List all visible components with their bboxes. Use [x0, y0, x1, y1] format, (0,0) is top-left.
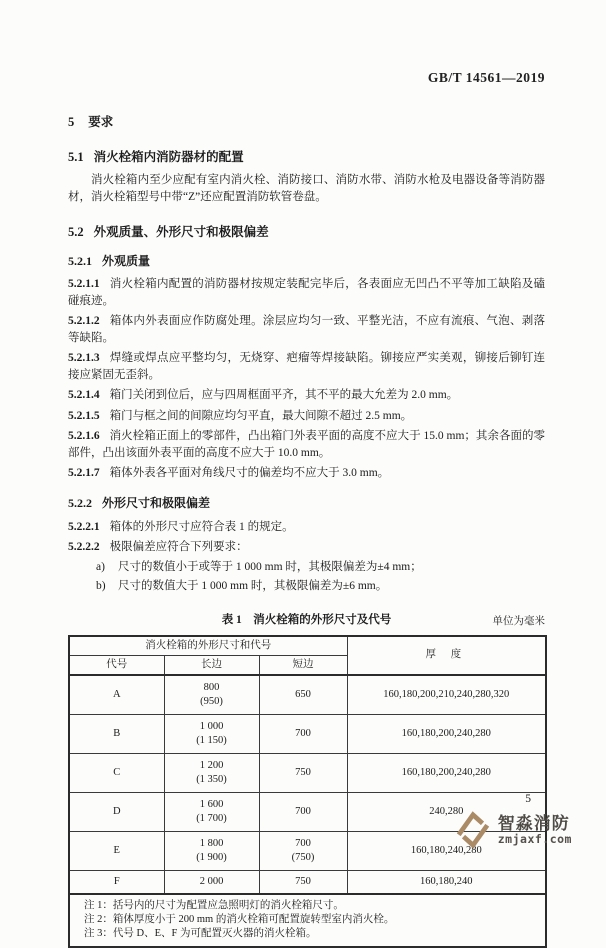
- clause-5-2-2-1: [68, 519, 545, 536]
- long-side-cell: 2 000: [164, 870, 259, 894]
- value-paren: (1 900): [196, 851, 227, 863]
- value-paren: (1 700): [196, 812, 227, 824]
- section-5-2-2-heading: [68, 494, 545, 511]
- code-cell: B: [69, 714, 164, 753]
- watermark-logo: [454, 811, 572, 849]
- short-side-cell: 650: [259, 675, 347, 715]
- table-caption: 表 1 消火栓箱的外形尺寸及代号: [221, 613, 392, 626]
- value: 1 200: [199, 759, 224, 771]
- value-paren: (950): [200, 695, 223, 707]
- document-code: GB/T 14561—2019: [427, 70, 545, 85]
- clause-5-2-1-4: [68, 387, 545, 404]
- value-paren: (750): [291, 851, 315, 863]
- paragraph-5-1: 消火栓箱内至少应配有室内消火栓、消防接口、消防水带、消防水枪及电器设备等消防器材，消火栓箱型号中带“Z”还应配置消防软管卷盘。: [68, 174, 545, 203]
- clause-number: 5.2.1.4: [68, 389, 100, 401]
- table-unit-note: 单位为毫米: [492, 615, 545, 627]
- table-notes-row: [69, 894, 546, 947]
- value: 700: [295, 837, 311, 849]
- watermark-text: [498, 815, 572, 845]
- value: 1 600: [199, 798, 224, 810]
- long-side-cell: [164, 753, 259, 792]
- group-header-cell: 消火栓箱的外形尺寸和代号: [69, 636, 347, 656]
- code-cell: E: [69, 831, 164, 870]
- clause-text: 箱体外表各平面对角线尺寸的偏差均不应大于 3.0 mm。: [109, 467, 390, 479]
- short-side-cell: [259, 831, 347, 870]
- list-text: 尺寸的数值小于或等于 1 000 mm 时，其极限偏差为±4 mm；: [118, 560, 422, 573]
- clause-text: 消火栓箱内配置的消防器材按规定装配完毕后，各表面应无凹凸不平等加工缺陷及磕碰痕迹。: [68, 278, 545, 307]
- section-5-heading: [68, 112, 545, 130]
- code-cell: D: [69, 792, 164, 831]
- long-side-cell: [164, 675, 259, 715]
- clause-text: 焊缝或焊点应平整均匀，无烧穿、疤瘤等焊接缺陷。铆接应严实美观，铆接后铆钉连接应紧固无歪斜。: [68, 352, 545, 381]
- clause-5-2-1-1: [68, 276, 545, 309]
- long-side-cell: [164, 831, 259, 870]
- clause-number: 5.2.1.3: [68, 352, 100, 364]
- clause-number: 5.2.1.1: [68, 278, 100, 290]
- code-cell: A: [69, 675, 164, 715]
- section-title: 要求: [88, 115, 114, 129]
- table-caption-row: [68, 611, 545, 629]
- table-row: [69, 675, 546, 715]
- diamond-z-logo-icon: [454, 811, 492, 849]
- clause-number: 5.2.1.6: [68, 430, 100, 442]
- clause-5-2-1-6: [68, 428, 545, 461]
- list-item-b: [68, 578, 545, 595]
- section-title: 外观质量: [102, 254, 151, 268]
- long-side-header-cell: 长边: [164, 655, 259, 675]
- company-name: 智淼消防: [497, 814, 570, 834]
- thickness-cell: 160,180,200,240,280: [347, 714, 546, 753]
- list-marker: b): [96, 580, 106, 592]
- short-side-cell: 750: [259, 753, 347, 792]
- table-row: [69, 753, 546, 792]
- thickness-cell: 160,180,240: [347, 870, 546, 894]
- section-title: 外形尺寸和极限偏差: [102, 495, 211, 510]
- clause-text: 箱体的外形尺寸应符合表 1 的规定。: [109, 520, 294, 533]
- long-side-cell: [164, 714, 259, 753]
- section-number: 5.2: [68, 225, 84, 239]
- clause-5-2-1-3: [68, 350, 545, 383]
- short-side-cell: 750: [259, 870, 347, 894]
- list-text: 尺寸的数值大于 1 000 mm 时，其极限偏差为±6 mm。: [118, 580, 388, 592]
- clause-5-2-2-2: [68, 539, 545, 556]
- thickness-cell: 160,180,200,240,280: [347, 753, 546, 792]
- section-number: 5.2.2: [68, 495, 92, 510]
- section-number: 5.2.1: [68, 254, 92, 268]
- section-number: 5.1: [68, 150, 84, 164]
- code-cell: F: [69, 870, 164, 894]
- table-1-dimensions: [68, 635, 547, 948]
- short-side-cell: 700: [259, 792, 347, 831]
- note-2: 注 2：箱体厚度小于 200 mm 的消火栓箱可配置旋转型室内消火栓。: [84, 913, 395, 925]
- thickness-cell: 160,180,200,210,240,280,320: [347, 675, 546, 715]
- table-row: [69, 714, 546, 753]
- section-5-2-1-heading: [68, 252, 545, 269]
- clause-text: 极限偏差应符合下列要求：: [109, 541, 248, 553]
- page-number: 5: [525, 793, 531, 805]
- table-header-group-row: [69, 636, 546, 656]
- long-side-cell: [164, 792, 259, 831]
- clause-number: 5.2.1.2: [68, 315, 100, 327]
- company-website: zmjaxf.com: [497, 831, 572, 846]
- short-side-header-cell: 短边: [259, 655, 347, 675]
- list-item-a: [68, 559, 545, 576]
- short-side-cell: 700: [259, 714, 347, 753]
- table-row: [69, 870, 546, 894]
- clause-text: 箱门关闭到位后，应与四周框面平齐，其不平的最大允差为 2.0 mm。: [109, 389, 459, 401]
- clause-5-2-1-5: [68, 408, 545, 425]
- list-marker: a): [96, 560, 105, 573]
- clause-text: 箱门与框之间的间隙应均匀平直，最大间隙不超过 2.5 mm。: [109, 409, 413, 422]
- section-5-2-heading: [68, 222, 545, 240]
- clause-number: 5.2.2.1: [68, 520, 100, 533]
- note-3: 注 3：代号 D、E、F 为可配置灭火器的消火栓箱。: [84, 927, 317, 939]
- table-notes: [69, 894, 546, 947]
- value: 1 800: [199, 837, 224, 849]
- value-paren: (1 150): [196, 734, 227, 746]
- note-1: 注 1：括号内的尺寸为配置应急照明灯的消火栓箱尺寸。: [84, 899, 344, 911]
- thickness-cell: 240,280: [347, 792, 546, 831]
- thickness-header-cell: 厚 度: [347, 636, 546, 675]
- value: 1 000: [199, 720, 224, 732]
- section-5-1-heading: [68, 147, 545, 165]
- clause-5-2-1-7: [68, 465, 545, 482]
- clause-5-2-1-2: [68, 313, 545, 346]
- code-header-cell: 代号: [69, 655, 164, 675]
- thickness-cell: 160,180,240,280: [347, 831, 546, 870]
- section-title: 外观质量、外形尺寸和极限偏差: [93, 225, 269, 239]
- clause-text: 消火栓箱正面上的零部件，凸出箱门外表平面的高度不应大于 15.0 mm；其余各面的零部件，凸出该面外表平面的高度不应大于 10.0 mm。: [68, 430, 545, 459]
- section-number: 5: [68, 115, 75, 129]
- section-title: 消火栓箱内消防器材的配置: [93, 150, 244, 164]
- value: 800: [203, 681, 220, 693]
- clause-number: 5.2.1.7: [68, 467, 100, 479]
- code-cell: C: [69, 753, 164, 792]
- clause-number: 5.2.2.2: [68, 541, 100, 553]
- clause-text: 箱体内外表面应作防腐处理。涂层应均匀一致、平整光洁，不应有流痕、气泡、剥落等缺陷。: [68, 315, 545, 344]
- clause-number: 5.2.1.5: [68, 409, 100, 422]
- value-paren: (1 350): [196, 773, 227, 785]
